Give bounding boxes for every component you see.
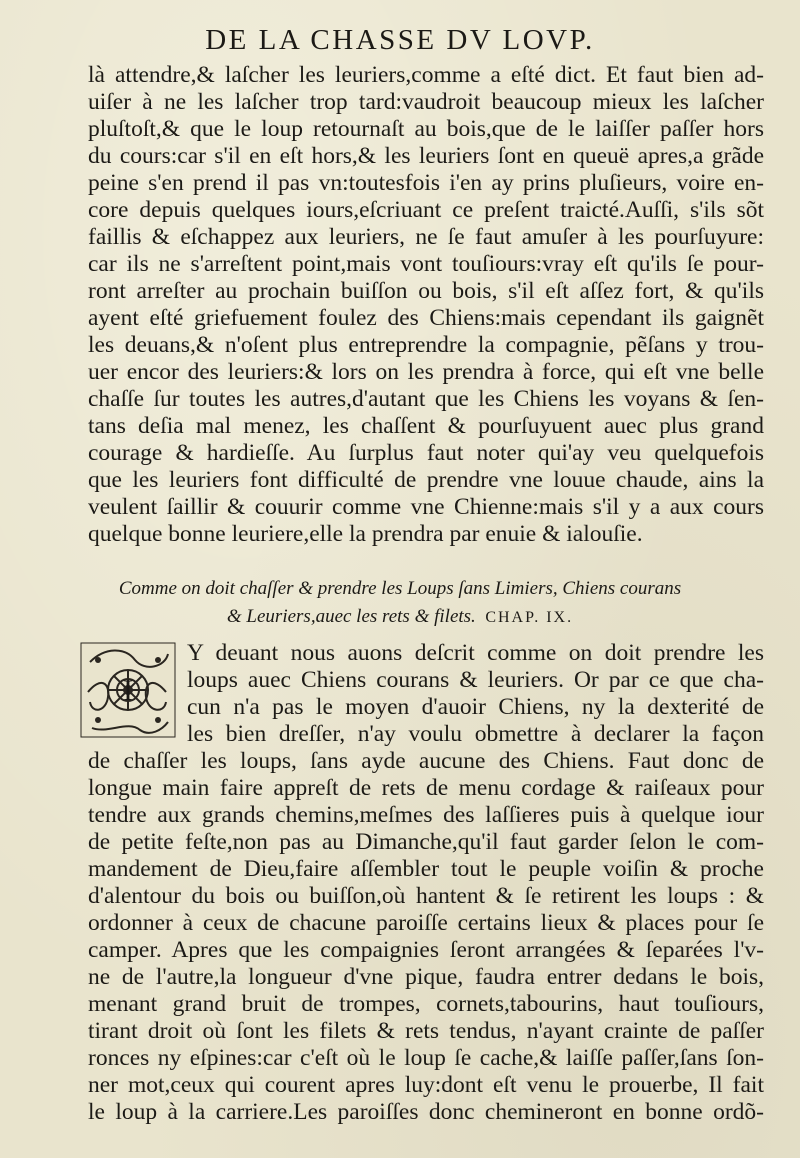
page-header: DE LA CHASSE DV LOVP. (205, 24, 595, 56)
text-line: loups auec Chiens courans & leuriers. Or par ce que cha- (187, 667, 764, 693)
text-line: que les leuriers font difficulté de prendre vne louue chaude, ains la (88, 467, 764, 493)
text-line: cun n'a pas le moyen d'auoir Chiens, ny la dexterité de (187, 694, 764, 720)
floral-initial-icon (80, 642, 176, 738)
chapter-caption (0, 578, 800, 600)
text-line: pluſtoſt,& que le loup retournaſt au bois,que de le laiſſer paſſer hors (88, 116, 764, 142)
text-line: ronces ny eſpines:car c'eſt où le loup ſe cache,& laiſſe paſſer,ſans ſon- (88, 1045, 764, 1071)
text-line: faillis & eſchappez aux leuriers, ne ſe faut amuſer à les pourſuyure: (88, 224, 764, 250)
text-line: courage & hardieſſe. Au ſurplus faut noter qui'ay veu quelquefois (88, 440, 764, 466)
chapter-number: CHAP. IX. (485, 609, 574, 626)
text-line: camper. Apres que les compaignies ſeront arrangées & ſeparées l'v- (88, 937, 764, 963)
caption-line-2: & Leuriers,auec les rets & filets. (226, 606, 476, 627)
text-line: veulent ſaillir & couurir comme vne Chienne:mais s'il y a aux cours (88, 494, 764, 520)
text-line: ront arreſter au prochain buiſſon ou bois, s'il eſt aſſez fort, & qu'ils (88, 278, 764, 304)
text-line: de petite feſte,non pas au Dimanche,qu'il faut garder ſelon le com- (88, 829, 764, 855)
text-line: uer encor des leuriers:& lors on les prendra à force, qui eſt vne belle (88, 359, 764, 385)
text-line: les bien dreſſer, n'ay voulu obmettre à declarer la façon (187, 721, 764, 747)
text-line: tendre aux grands chemins,meſmes des laſſieres puis à quelque iour (88, 802, 764, 828)
text-line: quelque bonne leuriere,elle la prendra par enuie & ialouſie. (88, 521, 643, 547)
text-line: ner mot,ceux qui courent apres luy:dont eſt venu le prouerbe, Il fait (88, 1072, 764, 1098)
text-line: ordonner à ceux de chacune paroiſſe certains lieux & places pour ſe (88, 910, 764, 936)
text-line: peine s'en prend il pas vn:toutesfois i'en ay prins pluſieurs, voire en- (88, 170, 764, 196)
ornamental-initial (80, 642, 176, 738)
initial-letter: I (123, 674, 133, 707)
text-line: mandement de Dieu,faire aſſembler tout le peuple voiſin & proche (88, 856, 764, 882)
text-line: menant grand bruit de trompes, cornets,tabourins, haut touſiours, (88, 991, 764, 1017)
text-line: longue main faire appreſt de rets de menu cordage & raiſeaux pour (88, 775, 764, 801)
text-line: core depuis quelques iours,eſcriuant ce preſent traicté.Auſſi, s'ils sõt (88, 197, 764, 223)
text-line: ne de l'autre,la longueur d'vne pique, faudra entrer dedans le bois, (88, 964, 764, 990)
text-line: d'alentour du bois ou buiſſon,où hantent & ſe retirent les loups : & (88, 883, 764, 909)
text-line: ayent eſté griefuement foulez des Chiens:mais cependant ils gaignẽt (88, 305, 764, 331)
caption-line-1: Comme on doit chaſſer & prendre les Loups ſans Limiers, Chiens courans (118, 578, 682, 599)
text-line: du cours:car s'il en eſt hors,& les leuriers ſont en queuë apres,a grãde (88, 143, 764, 169)
chapter-caption-2 (0, 606, 800, 628)
text-line: de chaſſer les loups, ſans ayde aucune des Chiens. Faut donc de (88, 748, 764, 774)
text-line: uiſer à ne les laſcher trop tard:vaudroit beaucoup mieux les laſcher (88, 89, 764, 115)
text-line: les deuans,& n'oſent plus entreprendre la compagnie, pẽſans y trou- (88, 332, 764, 358)
text-line: tirant droit où ſont les filets & rets tendus, n'ayant crainte de paſſer (88, 1018, 764, 1044)
text-line: tans deſia mal menez, les chaſſent & pourſuyuent auec plus grand (88, 413, 764, 439)
text-line: là attendre,& laſcher les leuriers,comme a eſté dict. Et faut bien ad- (88, 62, 764, 88)
text-line: chaſſe ſur toutes les autres,d'autant que les Chiens les voyans & ſen- (88, 386, 764, 412)
text-line: car ils ne s'arreſtent point,mais vont touſiours:vray eſt qu'ils ſe pour- (88, 251, 764, 277)
text-line: Y deuant nous auons deſcrit comme on doit prendre les (187, 640, 764, 666)
text-line: le loup à la carriere.Les paroiſſes donc chemineront en bonne ordõ- (88, 1099, 764, 1125)
